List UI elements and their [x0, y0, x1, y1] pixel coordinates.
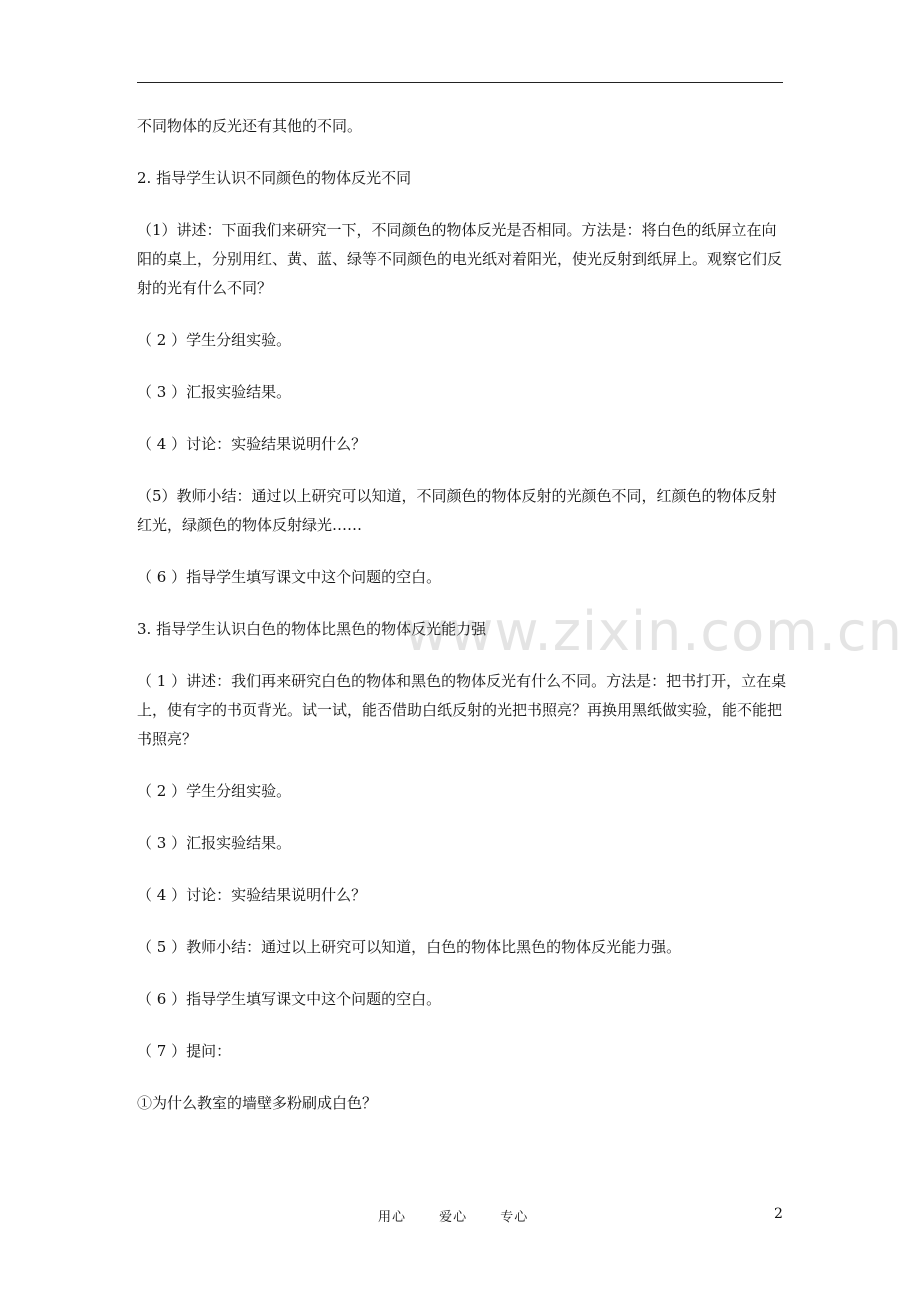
paragraph-2-1: （1）讲述：下面我们来研究一下，不同颜色的物体反光是否相同。方法是：将白色的纸屏立在向阳的桌上，分别用红、黄、蓝、绿等不同颜色的电光纸对着阳光，使光反射到纸屏上。观察它们反射的光有什么不同？: [137, 221, 783, 297]
document-body: [137, 112, 787, 1141]
section-heading-2: 2. 指导学生认识不同颜色的物体反光不同: [137, 169, 412, 187]
paragraph-3-6: （ 6 ）指导学生填写课文中这个问题的空白。: [137, 990, 442, 1008]
header-rule: [137, 82, 783, 83]
paragraph-question-1: ①为什么教室的墙壁多粉刷成白色？: [137, 1094, 378, 1112]
paragraph-3-4: （ 4 ）讨论：实验结果说明什么？: [137, 886, 367, 904]
paragraph-2-3: （ 3 ）汇报实验结果。: [137, 383, 292, 401]
paragraph-2-5: （5）教师小结：通过以上研究可以知道，不同颜色的物体反射的光颜色不同，红颜色的物体反射红光，绿颜色的物体反射绿光……: [137, 487, 777, 534]
paragraph-3-2: （ 2 ）学生分组实验。: [137, 782, 292, 800]
paragraph-3-3: （ 3 ）汇报实验结果。: [137, 834, 292, 852]
footer-motto: 用心 爱心 专心: [378, 1210, 529, 1225]
paragraph-intro: 不同物体的反光还有其他的不同。: [137, 117, 363, 135]
paragraph-3-1: （ 1 ）讲述：我们再来研究白色的物体和黑色的物体反光有什么不同。方法是：把书打开，立在桌上，使有字的书页背光。试一试，能否借助白纸反射的光把书照亮？再换用黑纸做实验，能不能把书照亮？: [137, 672, 787, 748]
paragraph-2-2: （ 2 ）学生分组实验。: [137, 331, 292, 349]
paragraph-2-6: （ 6 ）指导学生填写课文中这个问题的空白。: [137, 568, 442, 586]
section-heading-3: 3. 指导学生认识白色的物体比黑色的物体反光能力强: [137, 620, 487, 638]
paragraph-2-4: （ 4 ）讨论：实验结果说明什么？: [137, 435, 367, 453]
paragraph-3-5: （ 5 ）教师小结：通过以上研究可以知道，白色的物体比黑色的物体反光能力强。: [137, 938, 682, 956]
paragraph-3-7: （ 7 ）提问：: [137, 1042, 232, 1060]
watermark: www.zixin.com.cn: [404, 600, 903, 663]
page-number: 2: [774, 1206, 783, 1222]
